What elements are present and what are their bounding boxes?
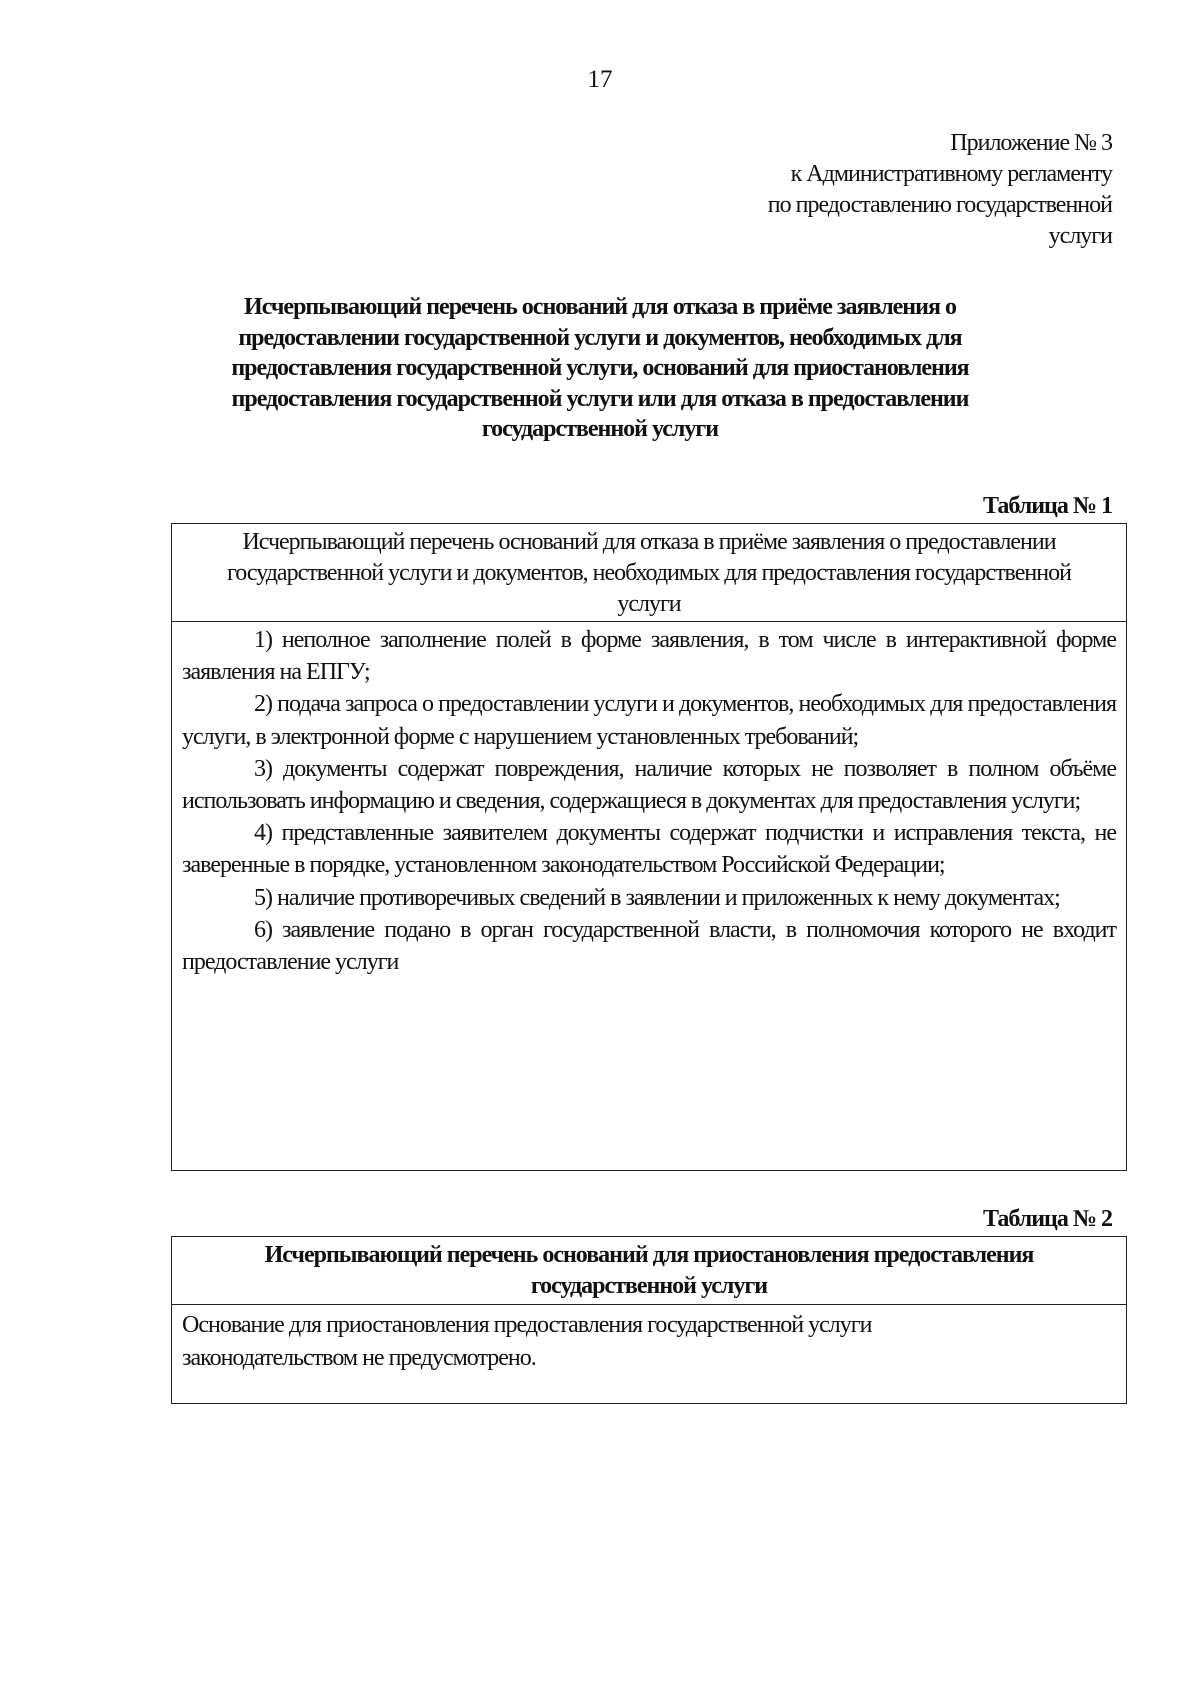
refusal-grounds-table: [171, 523, 1127, 1171]
table-1-header: [172, 524, 1126, 622]
refusal-ground-item: 6) заявление подано в орган государственной власти, в полномочия которого не входит предоставление услуги: [182, 916, 1116, 976]
table-1-caption: Таблица № 1: [982, 493, 1112, 519]
appendix-note: [652, 128, 1112, 252]
appendix-line: к Административному регламенту: [790, 161, 1112, 187]
title-line: предоставления государственной услуги, оснований для приостановления: [231, 355, 969, 381]
title-line: Исчерпывающий перечень оснований для отказа в приёме заявления о: [244, 294, 956, 320]
page-number: 17: [587, 66, 613, 93]
appendix-line: услуги: [1048, 223, 1112, 249]
table-1-body: [172, 622, 1126, 978]
refusal-ground-item: 3) документы содержат повреждения, наличие которых не позволяет в полном объёме использовать информацию и сведения, содержащиеся в документах для предоставления услуги;: [182, 755, 1116, 815]
title-line: государственной услуги: [481, 416, 719, 442]
refusal-ground-item: 4) представленные заявителем документы содержат подчистки и исправления текста, не заверенные в порядке, установленном законодательством Российской Федерации;: [182, 820, 1116, 879]
appendix-line: Приложение № 3: [950, 130, 1112, 156]
header-line: государственной услуги: [530, 1273, 768, 1299]
refusal-ground-item: 1) неполное заполнение полей в форме заявления, в том числе в интерактивной форме заявления на ЕПГУ;: [182, 627, 1116, 686]
title-line: предоставлении государственной услуги и документов, необходимых для: [238, 324, 962, 351]
table-2-body: Основание для приостановления предоставления государственной услуги законодательством не предусмотрено.: [182, 1312, 872, 1371]
table-2-header: [172, 1237, 1126, 1305]
table-2-caption: Таблица № 2: [982, 1206, 1112, 1232]
header-line: Исчерпывающий перечень оснований для приостановления предоставления: [264, 1242, 1034, 1268]
refusal-ground-item: 2) подача запроса о предоставлении услуги и документов, необходимых для предоставления услуги, в электронной форме с нарушением установленных требований;: [182, 691, 1116, 750]
header-line: Исчерпывающий перечень оснований для отказа в приёме заявления о предоставлении: [242, 529, 1056, 555]
refusal-ground-item: 5) наличие противоречивых сведений в заявлении и приложенных к нему документах;: [254, 884, 1060, 911]
title-line: предоставления государственной услуги или для отказа в предоставлении: [231, 385, 969, 412]
header-line: государственной услуги и документов, необходимых для предоставления государственной: [227, 560, 1071, 586]
header-line: услуги: [617, 591, 681, 617]
document-title: [140, 292, 1060, 445]
appendix-line: по предоставлению государственной: [767, 192, 1112, 218]
suspension-grounds-table: [171, 1236, 1127, 1404]
